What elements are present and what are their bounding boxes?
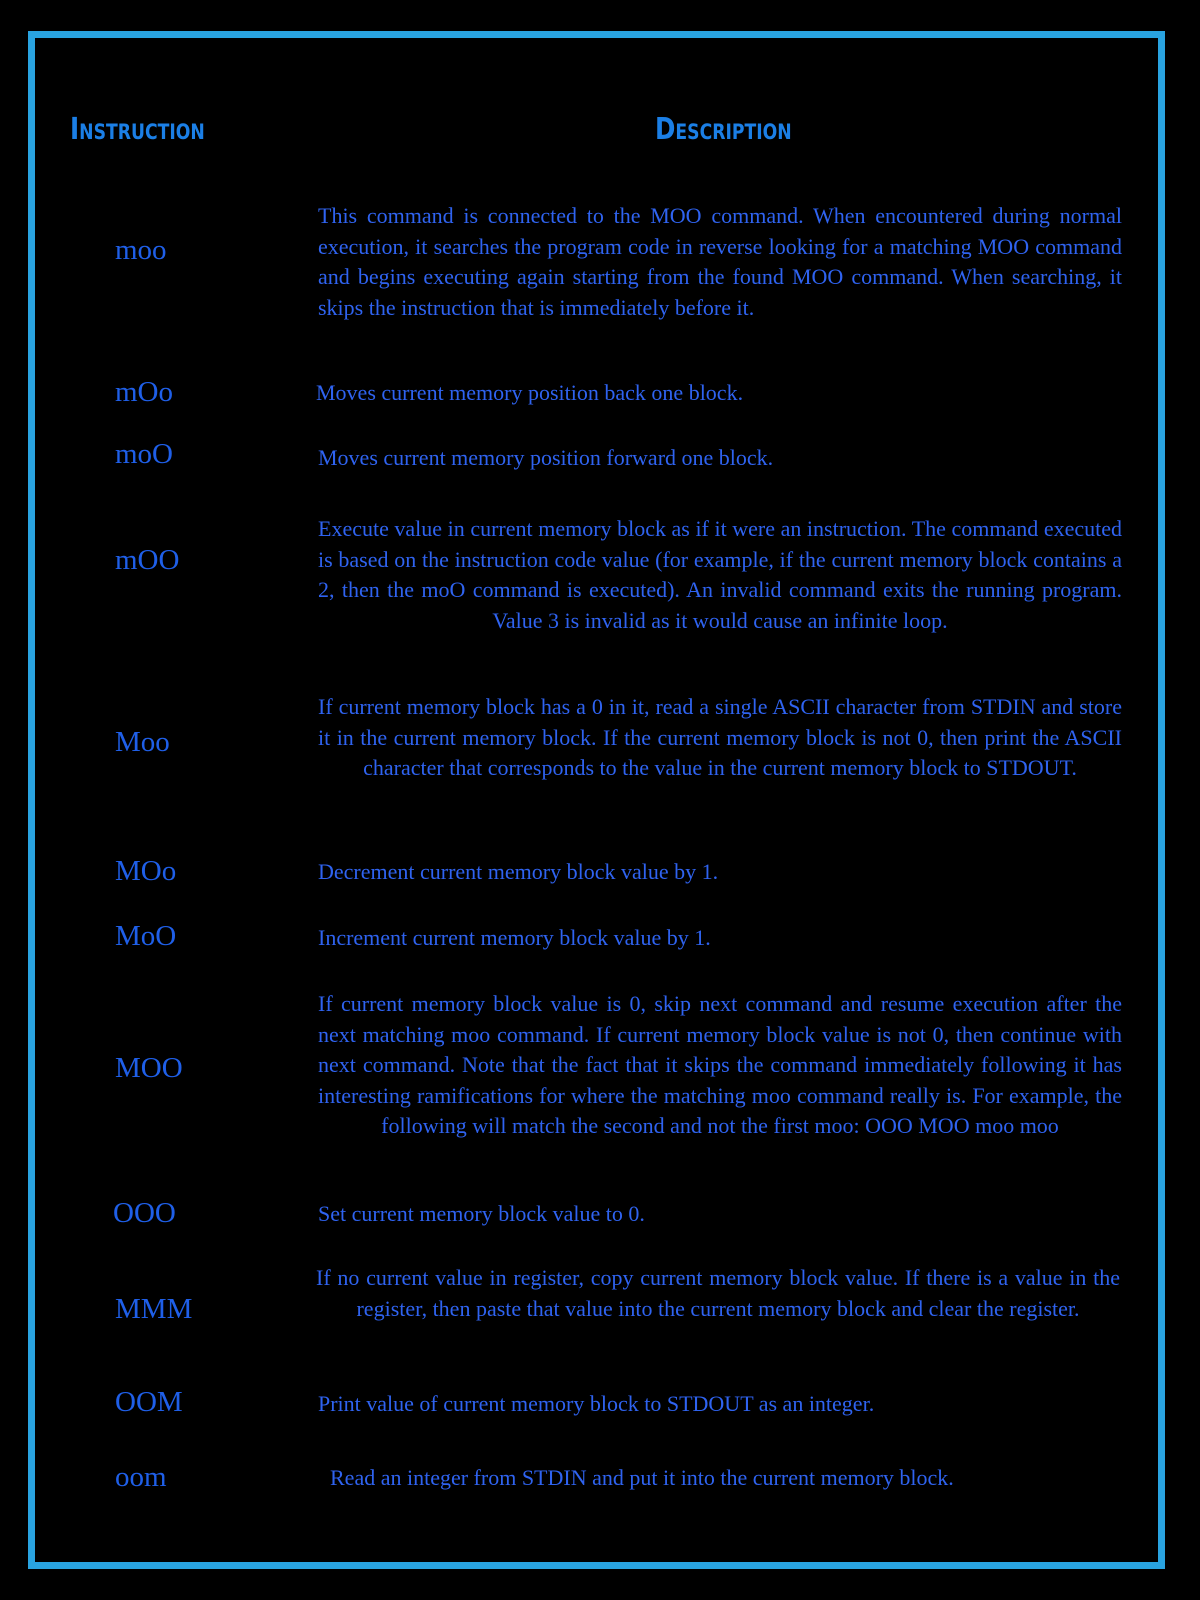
- instruction-column-header: Instruction: [70, 112, 205, 147]
- description-Moo: If current memory block has a 0 in it, read a single ASCII character from STDIN and store it in the current memory block. If the current memory block is not 0, then print the ASCII character that corresponds to the value in the current memory block to STDOUT.: [318, 694, 1122, 780]
- description-column-header: Description: [655, 112, 792, 147]
- instruction-MOo: MOo: [115, 855, 177, 887]
- instruction-moo: moo: [115, 234, 167, 266]
- description-MoO: Increment current memory block value by 1.: [318, 925, 711, 950]
- instruction-MOO: MOO: [115, 1052, 183, 1084]
- instruction-OOO: OOO: [113, 1197, 176, 1229]
- description-OOO: Set current memory block value to 0.: [318, 1201, 645, 1226]
- instruction-MMM: MMM: [115, 1293, 193, 1325]
- description-MMM: If no current value in register, copy current memory block value. If there is a value in the register, then paste that value into the current memory block and clear the register.: [316, 1265, 1120, 1321]
- instruction-moO: moO: [115, 438, 173, 470]
- instruction-mOo: mOo: [115, 376, 173, 408]
- instruction-oom: oom: [115, 1461, 167, 1493]
- description-moO: Moves current memory position forward one block.: [318, 445, 774, 470]
- instruction-mOO: mOO: [115, 544, 180, 576]
- description-oom: Read an integer from STDIN and put it into the current memory block.: [330, 1465, 954, 1490]
- description-mOo: Moves current memory position back one block.: [316, 380, 744, 405]
- instruction-MoO: MoO: [115, 920, 177, 952]
- description-moo: This command is connected to the MOO command. When encountered during normal execution, it searches the program code in reverse looking for a matching MOO command and begins executing again starting from the found MOO command. When searching, it skips the instruction that is immediately before it.: [318, 203, 1122, 320]
- description-MOO: If current memory block value is 0, skip next command and resume execution after the next matching moo command. If current memory block value is not 0, then continue with next command. Note that the fact that it skips the command immediately following it has interesting ramifications for where the matching moo command really is. For example, the following will match the second and not the first moo: OOO MOO moo moo: [318, 991, 1122, 1138]
- instruction-OOM: OOM: [115, 1386, 183, 1418]
- description-MOo: Decrement current memory block value by 1.: [318, 859, 719, 884]
- description-mOO: Execute value in current memory block as if it were an instruction. The command executed is based on the instruction code value (for example, if the current memory block contains a 2, then the moO command is executed). An invalid command exits the running program. Value 3 is invalid as it would cause an infinite loop.: [318, 516, 1122, 633]
- description-OOM: Print value of current memory block to STDOUT as an integer.: [318, 1391, 875, 1416]
- instruction-Moo: Moo: [115, 726, 170, 758]
